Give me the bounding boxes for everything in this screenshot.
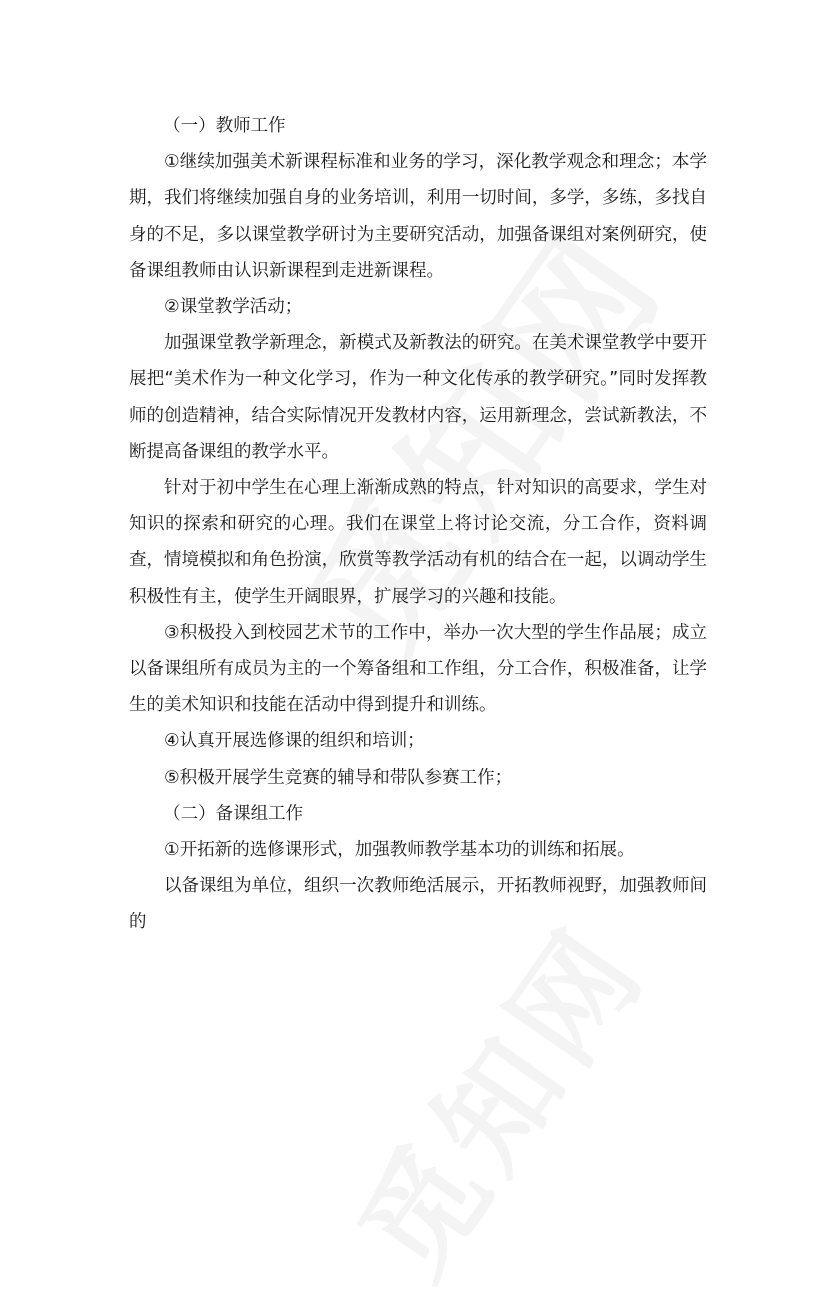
paragraph: ④认真开展选修课的组织和培训；: [164, 731, 425, 752]
paragraph: ⑤积极开展学生竞赛的辅导和带队参赛工作；: [164, 767, 513, 788]
paragraph: ②课堂教学活动；: [164, 297, 303, 318]
watermark: [313, 887, 678, 1305]
paragraph: 以备课组为单位，组织一次教师绝活展示，开拓教师视野，加强教师间的: [129, 876, 707, 933]
paragraph: ①继续加强美术新课程标准和业务的学习，深化教学观念和理念；本学期，我们将继续加强自身的业务培训，利用一切时间，多学，多练，多找自身的不足，多以课堂教学研讨为主要研究活动，加强备课组对案例研究，使备课组教师由认识新课程到走进新课程。: [129, 152, 707, 281]
document-body: [129, 108, 707, 941]
paragraph: 针对于初中学生在心理上渐渐成熟的特点，针对知识的高要求，学生对知识的探索和研究的心理。我们在课堂上将讨论交流，分工合作，资料调查，情境模拟和角色扮演，欣赏等教学活动有机的结合在一起，以调动学生积极性有主，使学生开阔眼界，扩展学习的兴趣和技能。: [129, 478, 707, 607]
paragraph: ①开拓新的选修课形式，加强教师教学基本功的训练和拓展。: [164, 840, 635, 861]
section-heading-lesson-group-work: （二）备课组工作: [163, 803, 304, 824]
paragraph: 加强课堂教学新理念，新模式及新教法的研究。在美术课堂教学中要开展把“美术作为一种文化学习，作为一种文化传承的教学研究。”同时发挥教师的创造精神，结合实际情况开发教材内容，运用新理念，尝试新教法，不断提高备课组的教学水平。: [129, 333, 707, 462]
section-heading-teacher-work: （一）教师工作: [163, 116, 286, 136]
paragraph: ③积极投入到校园艺术节的工作中，举办一次大型的学生作品展；成立以备课组所有成员为主的一个筹备组和工作组，分工合作，积极准备，让学生的美术知识和技能在活动中得到提升和训练。: [129, 622, 707, 716]
